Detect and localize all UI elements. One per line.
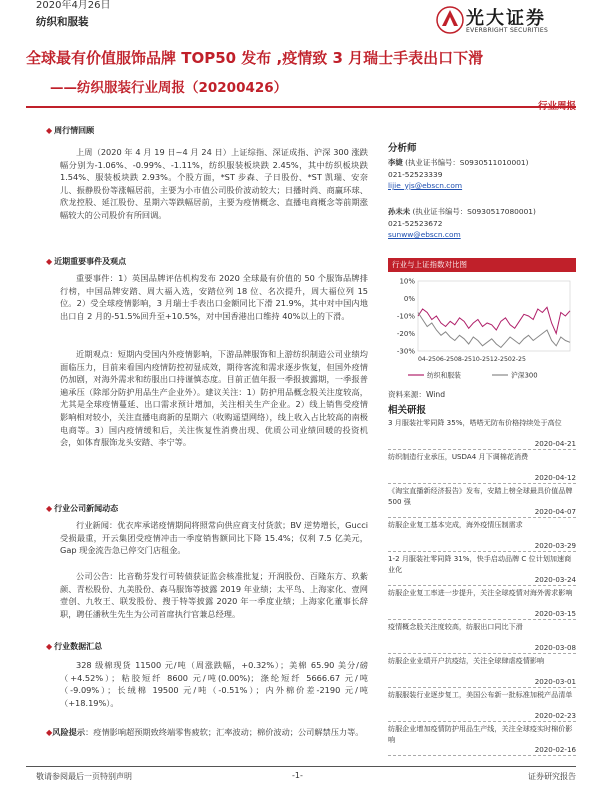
risk-warning: ◆风险提示：疫情影响超预期致终端零售疲软；汇率波动；棉价波动；公司解禁压力等。 (46, 727, 364, 737)
analyst-2: 孙未未 (执业证书编号：S0930517080001) 021-52523672 sunww@ebscn.com (388, 207, 536, 239)
related-report-divider (388, 449, 576, 450)
related-report-divider (388, 585, 576, 586)
related-report-link[interactable]: 疫情概念股关注度较高，纺服出口同比下滑 (388, 622, 523, 631)
section-data: ◆ 行业数据汇总 (46, 642, 103, 651)
section-news: ◆ 行业公司新闻动态 (46, 504, 119, 513)
related-report-date: 2020-03-08 (534, 643, 576, 652)
analyst-1-email-link[interactable]: lijie_yjs@ebscn.com (388, 181, 463, 190)
related-report-date: 2020-04-21 (534, 439, 576, 448)
weekly-review-text: 上周（2020 年 4 月 19 日~4 月 24 日）上证综指、深证成指、沪深 300 涨跌幅分别为-1.06%、-0.99%、-1.11%，纺织服装板块跌 2.45%，其中纺织板块跌 1.54%、服装板块跌 2.93%。个股方面，*ST 步森、子日股份、*ST 凯瑞、安奈儿、振静股份等涨幅居前，主要为小市值公司股价波动较大；日播时尚、商赢环球、欣龙控股、延江股份、星期六等跌幅居前，主要为疫情概念、直播电商概念等前期涨幅较大的公司股价有所回调。 (60, 147, 368, 220)
analyst-heading: 分析师 (388, 143, 417, 154)
related-report-divider (388, 517, 576, 518)
industry-data-text: 328 级棉现货 11500 元/吨（周涨跌幅，+0.32%）；美棉 65.90 美分/磅（+4.52%）；粘胶短纤 8600 元/吨(0.00%)；涤纶短纤 5666.67 元/吨（-9.09%）；长绒棉 19500 元/吨（-0.51%）；内外棉价差-2190 元/吨（+18.19%）。 (60, 660, 368, 708)
x-tick-labels: 04-2506-2508-2510-2512-2502-25 (418, 356, 526, 363)
section-events: ◆ 近期重要事件及观点 (46, 257, 127, 266)
diamond-icon: ◆ (46, 504, 53, 513)
footer-disclaimer: 敬请参阅最后一页特别声明 (36, 772, 132, 781)
related-report-divider (388, 483, 576, 484)
related-report-date: 2020-04-07 (534, 507, 576, 516)
footer-label: 证券研究报告 (528, 772, 576, 781)
y-tick-label: -10% (396, 312, 415, 321)
related-report-date: 2020-03-29 (534, 541, 576, 550)
footer-divider (26, 766, 576, 767)
related-reports-heading: 相关研报 (388, 405, 427, 416)
related-report-divider (388, 721, 576, 722)
related-report-link[interactable]: 1-2 月服装社零同降 31%，快手启动品牌 C 位计划加速商业化 (388, 554, 572, 574)
diamond-icon: ◆ (46, 257, 53, 266)
logo-mark-icon (436, 4, 464, 36)
analyst-2-email-link[interactable]: sunww@ebscn.com (388, 230, 461, 239)
logo-name: 光大证券 (466, 8, 546, 29)
related-report-date: 2020-02-23 (534, 711, 576, 720)
y-tick-label: 10% (399, 277, 415, 286)
report-subtitle: ——纺织服装行业周报（20200426） (50, 80, 288, 96)
y-tick-label: -20% (396, 330, 415, 338)
series-line-1 (418, 313, 570, 348)
related-report-divider (388, 653, 576, 654)
chart-title: 行业与上证指数对比图 (388, 258, 576, 272)
related-report-date: 2020-04-12 (534, 473, 576, 482)
legend-label: 纺织和服装 (427, 371, 461, 380)
related-report-divider (388, 755, 576, 756)
diamond-icon: ◆ (46, 126, 53, 135)
chart-source: 资料来源：Wind (388, 390, 446, 399)
related-report-link[interactable]: 纺服服装行业逐步复工，美国公布新一批标准加税产品清单 (388, 690, 573, 699)
y-tick-label: -30% (396, 347, 415, 356)
report-date: 2020年4月26日 (36, 0, 111, 11)
related-report-date: 2020-03-24 (534, 575, 576, 584)
events-text: 重要事件：1）英国品牌评估机构发布 2020 全球最有价值的 50 个服饰品牌排行榜，中国品牌安踏、周大福入选，安踏位列 18 位、名次提升，周大福位列 15 位。2）受全球疫情影响，3 月瑞士手表出口金额同比下滑 21.9%，其中对中国内地出口自 2 月的-51.5%回升至+10.5%，对中国香港出口维持 40%以上的下滑。 (60, 273, 368, 321)
related-report-date: 2020-02-16 (534, 745, 576, 754)
logo-name-en: EVERBRIGHT SECURITIES (466, 27, 549, 34)
related-report-divider (388, 619, 576, 620)
analyst-1: 李婕 (执业证书编号：S0930511010001) 021-52523339 lijie_yjs@ebscn.com (388, 158, 529, 190)
plot-area (418, 281, 570, 351)
related-report-date: 2020-03-01 (534, 677, 576, 686)
related-report-divider (388, 551, 576, 552)
report-title: 全球最有价值服饰品牌 TOP50 发布 ,疫情致 3 月瑞士手表出口下滑 (26, 49, 484, 67)
page-number: -1- (292, 771, 303, 780)
industry-category: 纺织和服装 (36, 16, 89, 28)
report-type: 行业周报 (537, 101, 576, 112)
related-report-link[interactable]: 《淘宝直播新经济报告》发布，安踏上榜全球最具价值品牌 500 强 (388, 486, 573, 506)
diamond-icon: ◆ (46, 642, 53, 651)
related-report-link[interactable]: 纺服企业复工基本完成，海外疫情压制需求 (388, 520, 523, 529)
related-report-link[interactable]: 纺服企业复工率进一步提升，关注全球疫情对海外需求影响 (388, 588, 573, 597)
views-text: 近期观点：短期内受国内外疫情影响，下游品牌服饰和上游纺织制造公司业绩均面临压力，目前来看国内疫情防控初显成效，期待客流和需求逐步恢复，但国外疫情仍加剧，对海外需求和纺服出口持谨慎态度。目前正值年报一季报披露期，一季报普遍承压（除部分防护用品生产企业外）。建议关注：1）防护用品概念股关注度较高，尤其是全球疫情蔓延、出口需求预计增加，关注相关生产企业。2）线上销售受疫情影响相对较小，关注直播电商新的星期六（收购遥望网络），线上收入占比较高的南极电商等。3）国内疫情缓和后，关注恢复性消费出现、优质公司业绩回暖的投资机会，如体育服饰龙头安踏、李宁等。 (60, 349, 368, 448)
diamond-icon: ◆ (46, 727, 53, 737)
related-report-link[interactable]: 纺服企业业绩开户抗疫结，关注全球肆虐疫情影响 (388, 656, 545, 665)
legend-label: 沪深300 (511, 371, 538, 380)
company-notice-text: 公司公告：比音勒芬发行可转债获证监会核准批复；开润股份、百隆东方、玖紫颜、青松股份、九美股份、森马服饰等披露 2019 年业绩；太平鸟、上海家化、壹网壹创、九牧王、联发股份、搜于特等披露 2020 年一季度业绩；上海家化董事长辞职，聘任潘秋生先生为公司首席执行官兼总经理。 (60, 571, 368, 619)
related-report-link[interactable]: 3 月服装社零同降 35%，嗒嗒无防布价格持续处于高位 (388, 418, 562, 427)
index-comparison-chart (388, 273, 576, 385)
related-report-date: 2020-03-15 (534, 609, 576, 618)
related-report-link[interactable]: 纺织制造行业承压，USDA4 月下调棉花消费 (388, 452, 529, 461)
related-report-link[interactable]: 纺服企业增加疫情防护用品生产线，关注全球疫实时棉价影响 (388, 724, 573, 744)
section-weekly-review: ◆ 周行情回顾 (46, 126, 95, 135)
header-divider (26, 106, 576, 108)
industry-news-text: 行业新闻：优衣库承诺疫情期间将照常向供应商支付货款；BV 逆势增长，Gucci 受损最重，开云集团受疫情冲击一季度销售额同比下降 15.4%；仅利 7.5 亿美元，Gap 现金流告急已停交门店租金。 (60, 520, 368, 556)
related-report-divider (388, 687, 576, 688)
y-tick-label: 0% (403, 295, 415, 303)
